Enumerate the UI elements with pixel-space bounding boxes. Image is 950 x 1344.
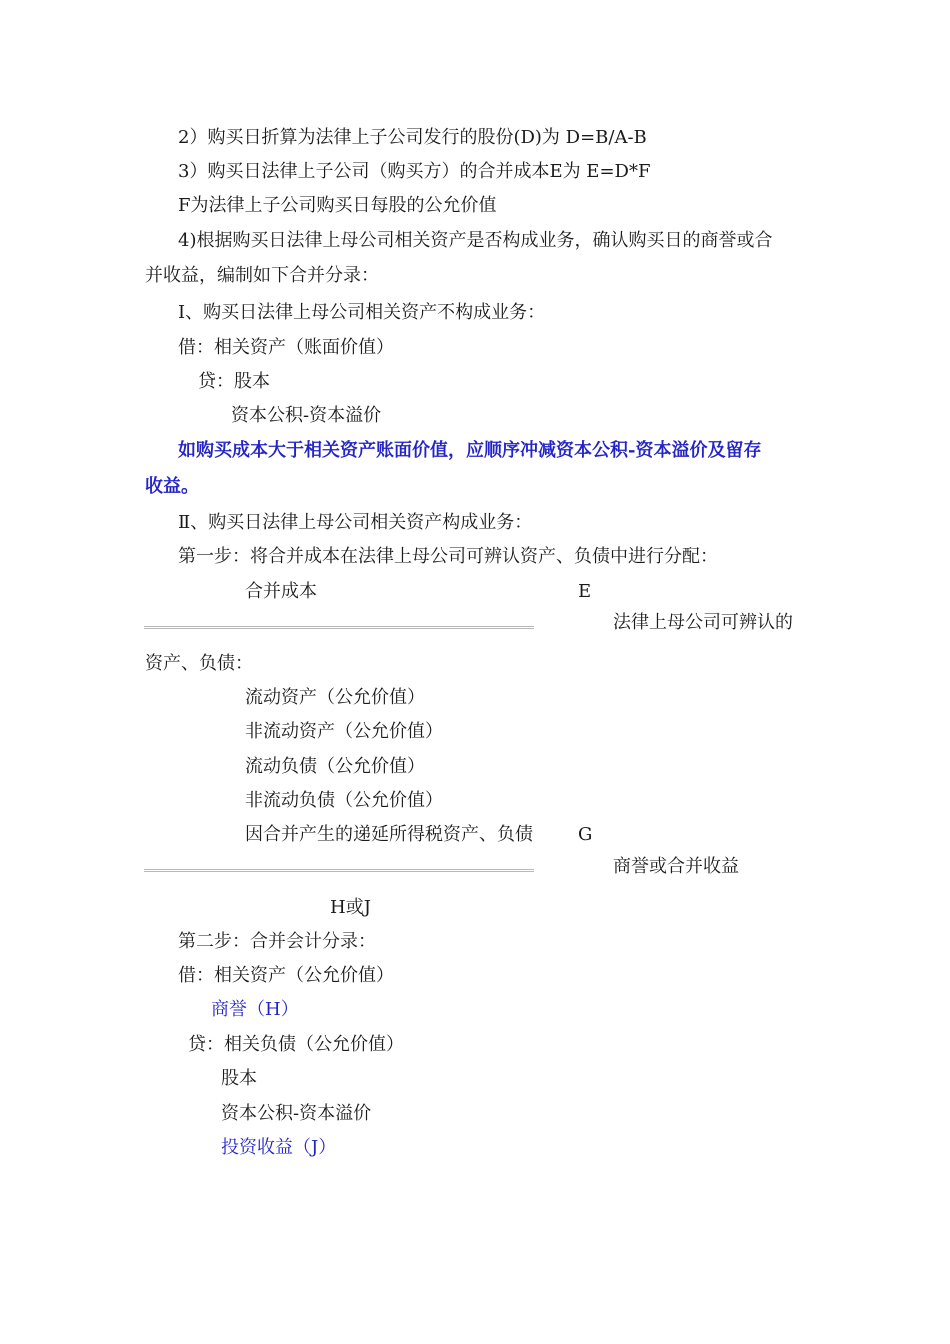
allocation-label: 商誉或合并收益 [613,856,739,877]
allocation-item: 流动负债（公允价值） [245,756,425,777]
step-one-heading: 第一步：将合并成本在法律上母公司可辨认资产、负债中进行分配： [178,546,718,567]
allocation-item: 非流动资产（公允价值） [245,721,443,742]
allocation-value: H或J [330,897,371,918]
allocation-item: 流动资产（公允价值） [245,687,425,708]
journal-debit-line: 商誉（H） [211,999,299,1020]
highlight-note-cont: 收益。 [145,476,199,497]
text-line: 3）购买日法律上子公司（购买方）的合并成本E为 E=D*F [178,161,651,182]
step-two-heading: 第二步：合并会计分录： [178,931,376,952]
section-heading-1: Ⅰ、购买日法律上母公司相关资产不构成业务： [178,302,546,323]
allocation-label: 资产、负债： [145,653,253,674]
journal-credit-line: 资本公积-资本溢价 [231,405,382,426]
journal-debit-line: 借：相关资产（账面价值） [178,337,394,358]
allocation-label: 法律上母公司可辨认的 [613,612,793,633]
journal-credit-line: 投资收益（J） [221,1137,337,1158]
text-line: 4)根据购买日法律上母公司相关资产是否构成业务，确认购买日的商誉或合 [178,230,773,251]
allocation-value: E [578,581,592,602]
journal-credit-line: 股本 [221,1068,257,1089]
text-line: F为法律上子公司购买日每股的公允价值 [178,195,497,216]
journal-credit-line: 贷：相关负债（公允价值） [188,1034,404,1055]
allocation-label: 合并成本 [245,581,317,602]
text-line: 2）购买日折算为法律上子公司发行的股份(D)为 D=B/A-B [178,127,647,148]
section-heading-2: Ⅱ、购买日法律上母公司相关资产构成业务： [178,512,533,533]
divider-line [144,626,534,629]
journal-credit-line: 贷：股本 [198,371,270,392]
allocation-value: G [578,824,593,845]
highlight-note: 如购买成本大于相关资产账面价值，应顺序冲减资本公积-资本溢价及留存 [178,440,762,461]
journal-credit-line: 资本公积-资本溢价 [221,1103,372,1124]
allocation-item: 非流动负债（公允价值） [245,790,443,811]
divider-line [144,869,534,872]
journal-debit-line: 借：相关资产（公允价值） [178,965,394,986]
text-line: 并收益，编制如下合并分录： [145,265,379,286]
allocation-item: 因合并产生的递延所得税资产、负债 [245,824,533,845]
